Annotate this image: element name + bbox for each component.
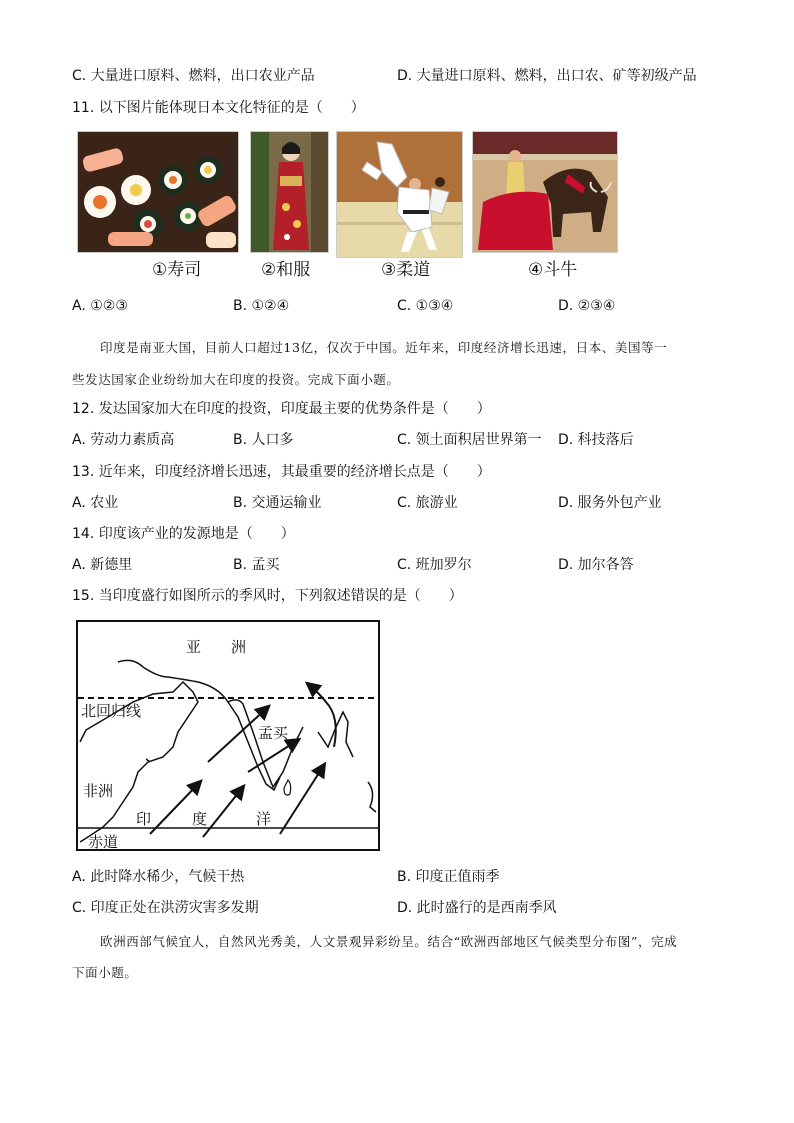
- q15-option-a: A. 此时降水稀少，气候干热: [72, 869, 245, 885]
- q14-stem: 14. 印度该产业的发源地是（ ）: [72, 526, 295, 542]
- india-passage-line1: 印度是南亚大国，目前人口超过13亿，仅次于中国。近年来，印度经济增长迅速，日本、美国等一: [100, 340, 668, 355]
- bullfight-photo: [472, 131, 618, 253]
- q12-option-b: B. 人口多: [233, 432, 294, 448]
- q12-option-a: A. 劳动力素质高: [72, 432, 175, 448]
- caption-bullfight: ④斗牛: [528, 260, 578, 280]
- q15-stem: 15. 当印度盛行如图所示的季风时，下列叙述错误的是（ ）: [72, 588, 463, 604]
- q11-option-c: C. ①③④: [397, 298, 454, 314]
- q13-option-b: B. 交通运输业: [233, 495, 322, 511]
- caption-sushi: ①寿司: [152, 260, 202, 280]
- caption-judo: ③柔道: [381, 260, 431, 280]
- map-label-tropic: 北回归线: [81, 702, 142, 720]
- q15-option-d: D. 此时盛行的是西南季风: [397, 900, 557, 916]
- q11-option-b: B. ①②④: [233, 298, 290, 314]
- q13-option-a: A. 农业: [72, 495, 119, 511]
- sushi-photo: [77, 131, 239, 253]
- q14-option-b: B. 孟买: [233, 557, 280, 573]
- q15-option-c: C. 印度正处在洪涝灾害多发期: [72, 900, 259, 916]
- india-passage-line2: 些发达国家企业纷纷加大在印度的投资。完成下面小题。: [72, 372, 400, 387]
- map-label-indian-ocean-2: 度: [192, 810, 208, 828]
- monsoon-map: [76, 620, 380, 851]
- q13-option-d: D. 服务外包产业: [558, 495, 662, 511]
- q12-option-d: D. 科技落后: [558, 432, 634, 448]
- q14-option-d: D. 加尔各答: [558, 557, 634, 573]
- europe-passage-line1: 欧洲西部气候宜人，自然风光秀美，人文景观异彩纷呈。结合“欧洲西部地区气候类型分布图”，完成: [100, 934, 678, 949]
- kimono-photo: [250, 131, 329, 253]
- q10-option-d: D. 大量进口原料、燃料，出口农、矿等初级产品: [397, 68, 697, 84]
- map-label-indian-ocean-3: 洋: [256, 810, 272, 828]
- q12-option-c: C. 领土面积居世界第一: [397, 432, 542, 448]
- q11-stem: 11. 以下图片能体现日本文化特征的是（ ）: [72, 100, 365, 116]
- map-label-equator: 赤道: [88, 833, 119, 851]
- map-label-africa: 非洲: [83, 782, 114, 800]
- q12-stem: 12. 发达国家加大在印度的投资，印度最主要的优势条件是（ ）: [72, 401, 491, 417]
- q11-option-d: D. ②③④: [558, 298, 616, 314]
- q14-option-c: C. 班加罗尔: [397, 557, 472, 573]
- map-label-mumbai: 孟买: [258, 724, 289, 742]
- map-label-asia: 亚 洲: [186, 638, 247, 656]
- caption-kimono: ②和服: [261, 260, 311, 280]
- q15-option-b: B. 印度正值雨季: [397, 869, 500, 885]
- judo-photo: [336, 131, 463, 258]
- q14-option-a: A. 新德里: [72, 557, 133, 573]
- q13-stem: 13. 近年来，印度经济增长迅速，其最重要的经济增长点是（ ）: [72, 464, 491, 480]
- q10-option-c: C. 大量进口原料、燃料，出口农业产品: [72, 68, 315, 84]
- map-label-indian-ocean-1: 印: [136, 810, 152, 828]
- europe-passage-line2: 下面小题。: [72, 965, 138, 980]
- q11-option-a: A. ①②③: [72, 298, 128, 314]
- q13-option-c: C. 旅游业: [397, 495, 458, 511]
